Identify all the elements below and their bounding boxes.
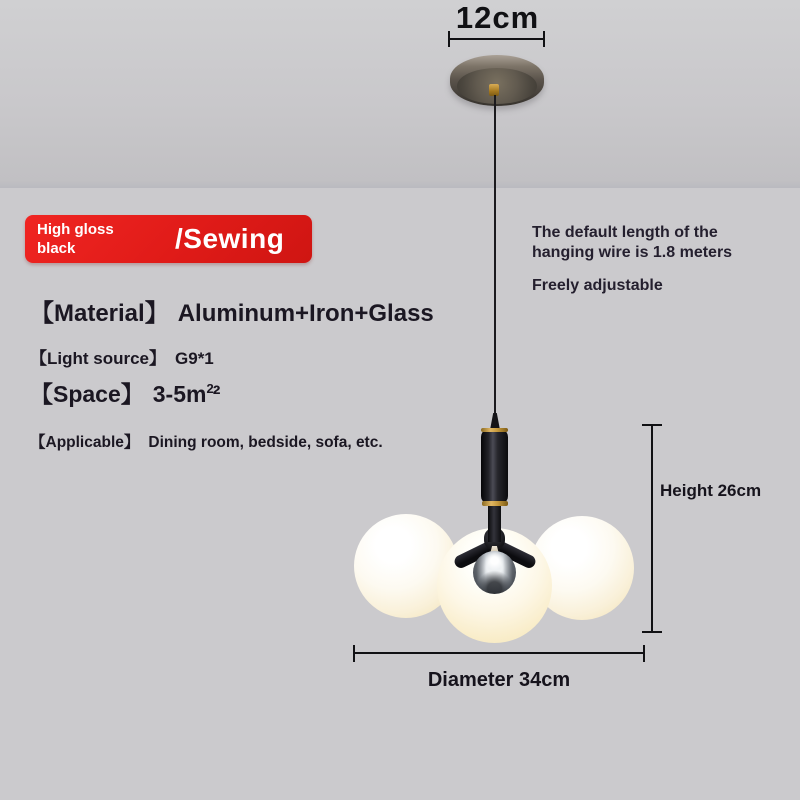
spec-light-source: [30, 344, 214, 369]
gold-ring-bottom: [482, 501, 508, 506]
wire-note-line3: Freely adjustable: [532, 277, 663, 294]
wire-note-line1: The default length of the: [532, 224, 718, 241]
canopy-width-dimension-line: [448, 38, 545, 40]
canopy-width-label: 12cm: [455, 0, 540, 35]
wire-note-line2: hanging wire is 1.8 meters: [532, 244, 733, 261]
spec-space-superscript: 2: [206, 381, 213, 396]
spec-applicable-value: Dining room, bedside, sofa, etc.: [148, 434, 383, 451]
badge-variant-name: /Sewing: [175, 223, 285, 254]
spec-space-label: 【Space】: [30, 381, 144, 407]
chrome-ball: [473, 551, 516, 594]
spec-applicable-label: 【Applicable】: [30, 434, 140, 451]
spec-material-label: 【Material】: [30, 300, 169, 327]
hanging-wire: [494, 95, 496, 417]
spec-applicable: [30, 430, 383, 452]
lamp-stem: [488, 505, 501, 542]
badge-color-name: [37, 220, 114, 258]
spec-material: [30, 293, 434, 328]
badge-line1: High gloss: [37, 221, 114, 238]
badge-line2: black: [37, 240, 76, 257]
spec-space-superscript2: ²: [212, 381, 221, 407]
diameter-label: Diameter 34cm: [427, 669, 571, 691]
spec-space-value: 3-5m: [152, 381, 207, 407]
color-variant-badge: [25, 215, 312, 263]
height-dimension-line: [651, 424, 653, 633]
gold-ring-top: [481, 428, 508, 432]
spec-light-label: 【Light source】: [30, 349, 167, 368]
wire-length-note: [532, 223, 772, 296]
lamp-cylinder-body: [481, 431, 508, 502]
spec-light-value: G9*1: [175, 349, 214, 368]
diameter-dimension-line: [353, 652, 645, 654]
spec-space: [30, 376, 220, 409]
wall-upper-band: [0, 0, 800, 188]
height-label: Height 26cm: [660, 481, 762, 500]
spec-material-value: Aluminum+Iron+Glass: [177, 300, 434, 327]
